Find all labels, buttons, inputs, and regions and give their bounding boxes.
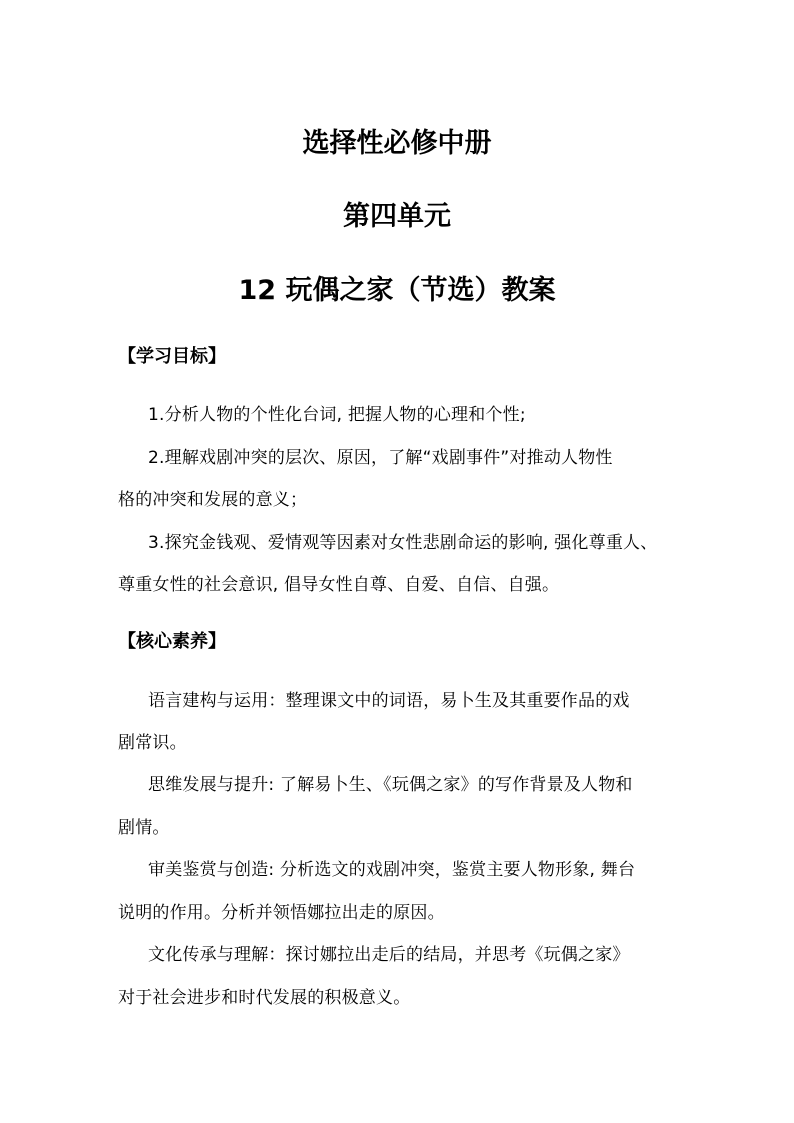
book-title: 选择性必修中册 [302, 128, 492, 159]
lesson-title: 12 玩偶之家（节选）教案 [238, 275, 556, 306]
objective-line: 1.分析人物的个性化台词, 把握人物的心理和个性; [148, 405, 526, 425]
competency-line: 审美鉴赏与创造: 分析选文的戏剧冲突，鉴赏主要人物形象, 舞台 [148, 860, 636, 880]
competencies-heading: 【核心素养】 [118, 631, 226, 652]
competency-line: 剧常识。 [118, 733, 187, 753]
competency-line: 剧情。 [118, 818, 170, 838]
unit-title: 第四单元 [343, 201, 451, 232]
competency-line: 文化传承与理解：探讨娜拉出走后的结局，并思考《玩偶之家》 [148, 945, 630, 965]
objective-line: 2.理解戏剧冲突的层次、原因，了解“戏剧事件”对推动人物性 [148, 448, 613, 468]
objectives-heading: 【学习目标】 [118, 346, 226, 367]
objective-line: 格的冲突和发展的意义； [118, 490, 308, 510]
objective-line: 3.探究金钱观、爱情观等因素对女性悲剧命运的影响, 强化尊重人、 [148, 533, 658, 553]
competency-line: 思维发展与提升: 了解易卜生、《玩偶之家》的写作背景及人物和 [148, 775, 633, 795]
competency-line: 说明的作用。分析并领悟娜拉出走的原因。 [118, 903, 445, 923]
competency-line: 对于社会进步和时代发展的积极意义。 [118, 988, 411, 1008]
objective-line: 尊重女性的社会意识, 倡导女性自尊、自爱、自信、自强。 [118, 575, 560, 595]
competency-line: 语言建构与运用：整理课文中的词语，易卜生及其重要作品的戏 [148, 691, 630, 711]
